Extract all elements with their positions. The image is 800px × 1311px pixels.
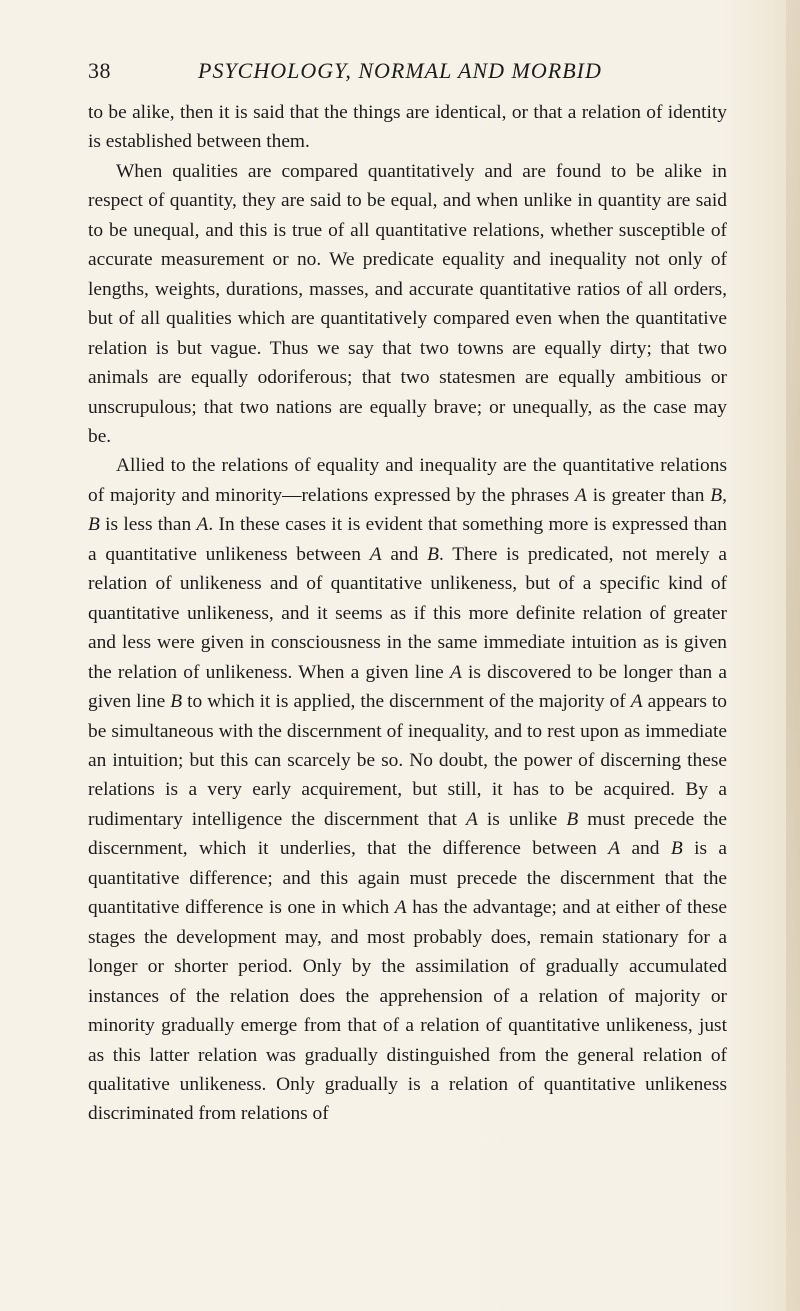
- text-segment: ,: [722, 484, 727, 506]
- text-segment: appears to be simultaneous with the discernment of inequality, and to rest upon as immediate an intuition; but this can scarcely be so. No doubt, the power of discerning these relations is a very early acquirement, but still, it has to be acquired. By a rudimentary intelligence the discernment that: [88, 691, 727, 830]
- text-segment: to be alike, then it is said that the things are identical, or that a relation of identity is established between them.: [88, 102, 727, 153]
- variable-a: A: [196, 514, 209, 536]
- body-text: [88, 98, 727, 1129]
- variable-b: B: [88, 514, 100, 536]
- page-number: 38: [88, 58, 111, 83]
- variable-a: A: [369, 543, 382, 565]
- text-segment: is less than: [99, 514, 197, 536]
- text-segment: . In these cases it is evident that something more is expressed than a quantitative unlikeness between: [88, 514, 727, 565]
- running-head-title: PSYCHOLOGY, NORMAL AND MORBID: [198, 58, 602, 83]
- variable-a: A: [608, 838, 621, 860]
- variable-b: B: [427, 543, 439, 565]
- variable-b: B: [710, 484, 723, 506]
- variable-a: A: [394, 897, 407, 919]
- text-segment: has the advantage; and at either of these stages the development may, and most probably does, remain stationary for a longer or shorter period. Only by the assimilation of gradually accumulated instances of the relation does the apprehension of a relation of majority or minority gradually emerge from that of a relation of quantitative unlikeness, just as this latter relation was gradually distinguished from the general relation of qualitative unlikeness. Only gradually is a relation of quantitative unlikeness discriminated from relations of: [88, 897, 727, 1125]
- variable-a: A: [630, 691, 643, 713]
- text-segment: is a quantitative difference; and this again must precede the discernment that the quantitative difference is one in which: [88, 838, 727, 919]
- variable-b: B: [566, 808, 579, 830]
- running-head: [88, 58, 728, 92]
- text-segment: is unlike: [477, 808, 567, 830]
- text-segment: . There is predicated, not merely a relation of unlikeness and of quantitative unlikeness, but of a specific kind of quantitative unlikeness, and it seems as if this more definite relation of greater and less were given in consciousness in the same immediate intuition as is given the relation of unlikeness. When a given line: [88, 543, 727, 683]
- paragraph-3: [88, 451, 727, 1128]
- variable-b: B: [170, 691, 183, 713]
- paragraph-1: [88, 98, 727, 157]
- text-segment: Allied to the relations of equality and inequality are the quantitative relations of majority and minority—relations expressed by the phrases: [88, 455, 727, 506]
- text-segment: to which it is applied, the discernment of the majority of: [182, 691, 631, 713]
- variable-a: A: [465, 808, 478, 830]
- variable-a: A: [449, 661, 462, 683]
- paragraph-2: [88, 157, 727, 452]
- text-segment: and: [620, 838, 671, 860]
- variable-b: B: [670, 838, 683, 860]
- variable-a: A: [575, 484, 587, 506]
- text-segment: is discovered to be longer than a given line: [88, 661, 727, 713]
- text-segment: When qualities are compared quantitatively and are found to be alike in respect of quantity, they are said to be equal, and when unlike in quantity are said to be unequal, and this is true of all quantitative relations, whether susceptible of accurate measurement or no. We predicate equality and inequality not only of lengths, weights, durations, masses, and accurate quantitative ratios of all orders, but of all qualities which are quantitatively compared even when the quantitative relation is but vague. Thus we say that two towns are equally dirty; that two animals are equally odoriferous; that two statesmen are equally ambitious or unscrupulous; that two nations are equally brave; or unequally, as the case may be.: [88, 160, 727, 447]
- text-segment: must precede the discernment, which it underlies, that the difference between: [88, 808, 727, 860]
- page-edge: [786, 0, 800, 1311]
- text-segment: and: [381, 543, 428, 565]
- text-segment: is greater than: [586, 484, 711, 506]
